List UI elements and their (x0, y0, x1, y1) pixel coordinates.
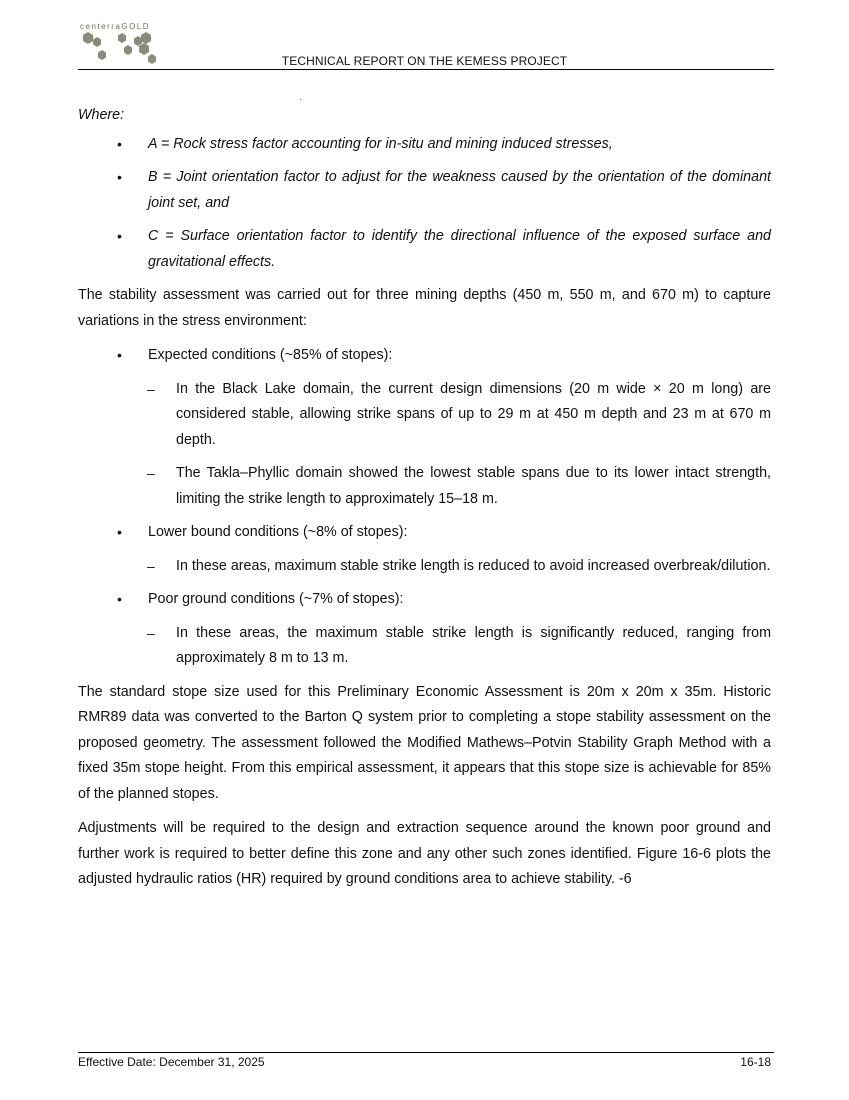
condition-expected (78, 343, 771, 512)
dash-icon: – (147, 624, 155, 641)
conditions-list (78, 343, 771, 672)
factor-text: B = Joint orientation factor to adjust for the weakness caused by the orientation of the dominant joint set, and (148, 169, 771, 211)
detail-item (78, 621, 771, 672)
dash-icon: – (147, 465, 155, 481)
bullet-icon: • (117, 228, 122, 244)
detail-text: In these areas, the maximum stable strike length is significantly reduced, ranging from approximately 8 m to 13 m. (176, 624, 771, 666)
condition-poor-ground (78, 587, 771, 672)
factor-item-b (78, 165, 771, 216)
condition-details (148, 621, 771, 672)
factor-item-a (78, 132, 771, 158)
bullet-icon: • (117, 169, 122, 185)
stray-mark (300, 99, 301, 100)
logo-wordmark: centerraGOLD (80, 22, 151, 31)
stope-size-paragraph: The standard stope size used for this Preliminary Economic Assessment is 20m x 20m x 35m. Historic RMR89 data was converted to the Barton Q system prior to completing a stope stability assessment on the proposed geometry. The assessment followed the Modified Mathews–Potvin Stability Graph Method with a fixed 35m stope height. From this empirical assessment, it appears that this stope size is achievable for 85% of the planned stopes. (78, 683, 771, 802)
detail-text: In the Black Lake domain, the current design dimensions (20 m wide × 20 m long) are considered stable, allowing strike spans of up to 29 m at 450 m depth and 23 m at 670 m depth. (176, 380, 771, 448)
condition-label: Expected conditions (~85% of stopes): (148, 347, 393, 363)
detail-text: In these areas, maximum stable strike length is reduced to avoid increased overbreak/dilution. (176, 557, 771, 574)
report-title: TECHNICAL REPORT ON THE KEMESS PROJECT (281, 54, 568, 68)
footer-divider (78, 1052, 774, 1053)
factor-text: C = Surface orientation factor to identify the directional influence of the exposed surface and gravitational effects. (148, 228, 771, 270)
condition-details (148, 554, 771, 580)
document-body (78, 103, 771, 902)
dash-icon: – (147, 557, 155, 574)
intro-paragraph: The stability assessment was carried out for three mining depths (450 m, 550 m, and 670 m) to capture variations in the stress environment: (78, 287, 771, 329)
where-label: Where: (78, 107, 125, 123)
detail-item (78, 461, 771, 512)
detail-item (78, 377, 771, 454)
dash-icon: – (147, 380, 155, 397)
detail-text: The Takla–Phyllic domain showed the lowest stable spans due to its lower intact strength, limiting the strike length to approximately 15–18 m. (176, 465, 771, 507)
header-divider (78, 69, 774, 70)
bullet-icon: • (117, 135, 122, 152)
condition-lower-bound (78, 520, 771, 579)
detail-item (78, 554, 771, 580)
page-number: 16-18 (740, 1055, 771, 1069)
condition-details (148, 377, 771, 513)
factor-list (78, 132, 771, 276)
condition-label: Lower bound conditions (~8% of stopes): (148, 524, 408, 540)
condition-label: Poor ground conditions (~7% of stopes): (148, 591, 404, 607)
bullet-icon: • (117, 347, 122, 363)
bullet-icon: • (117, 591, 122, 607)
effective-date: Effective Date: December 31, 2025 (78, 1055, 265, 1069)
bullet-icon: • (117, 524, 122, 540)
factor-item-c (78, 224, 771, 275)
adjustments-paragraph: Adjustments will be required to the design and extraction sequence around the known poor ground and further work is required to better define this zone and any other such zones identified. Figure 16-6 plots the adjusted hydraulic ratios (HR) required by ground conditions area to achieve stability. -6 (78, 820, 771, 887)
factor-text: A = Rock stress factor accounting for in-situ and mining induced stresses, (148, 135, 613, 152)
